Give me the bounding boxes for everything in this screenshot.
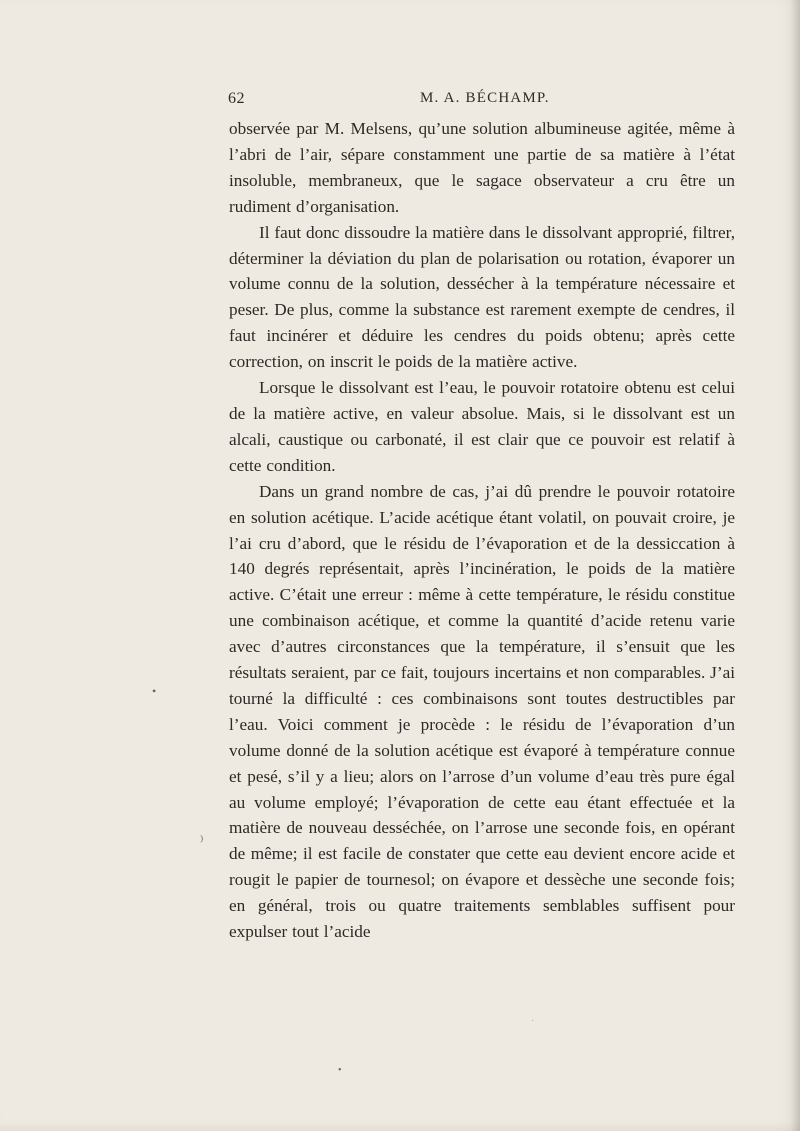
paper-speck: • xyxy=(338,1065,342,1076)
paragraph: Lorsque le dissolvant est l’eau, le pouvoir rotatoire obtenu est celui de la matière active, en valeur absolue. Mais, si le dissolvant est un alcali, caustique ou carbonaté, il est clair que ce pouvoir est relatif à cette condition. xyxy=(229,378,735,475)
paper-speck: ⁾ xyxy=(200,835,204,850)
page-header xyxy=(228,90,733,114)
paper-speck: · xyxy=(531,1016,535,1027)
running-head: M. A. BÉCHAMP. xyxy=(420,90,550,106)
paragraph: Il faut donc dissoudre la matière dans le dissolvant approprié, filtrer, déterminer la déviation du plan de polarisation ou rotation, évaporer un volume connu de la solution, dessécher à la température nécessaire et peser. De plus, comme la substance est rarement exempte de cendres, il faut incinérer et déduire les cendres du poids obtenu; après cette correction, on inscrit le poids de la matière active. xyxy=(229,222,735,372)
body-text xyxy=(229,116,735,945)
paragraph: observée par M. Melsens, qu’une solution albumineuse agitée, même à l’abri de l’air, sépare constamment une partie de sa matière à l’état insoluble, membraneux, que le sagace observateur a cru être un rudiment d’organisation. xyxy=(229,119,735,216)
page-number: 62 xyxy=(228,90,245,107)
paper-speck: • xyxy=(152,684,157,698)
paragraph: Dans un grand nombre de cas, j’ai dû prendre le pouvoir rotatoire en solution acétique. L’acide acétique étant volatil, on pouvait croire, je l’ai cru d’abord, que le résidu de l’évaporation et de la dessiccation à 140 degrés représentait, après l’incinération, le poids de la matière active. C’était une erreur : même à cette température, le résidu constitue une combinaison acétique, et comme la quantité d’acide retenu varie avec d’autres circonstances que la température, il s’ensuit que les résultats seraient, par ce fait, toujours incertains et non comparables. J’ai tourné la difficulté : ces combinaisons sont toutes destructibles par l’eau. Voici comment je procède : le résidu de l’évaporation d’un volume donné de la solution acétique est évaporé à température connue et pesé, s’il y a lieu; alors on l’arrose d’un volume d’eau très pure égal au volume employé; l’évaporation de cette eau étant effectuée et la matière de nouveau desséchée, on l’arrose une seconde fois, en opérant de même; il est facile de constater que cette eau devient encore acide et rougit le papier de tournesol; on évapore et dessèche une seconde fois; en général, trois ou quatre traitements semblables suffisent pour expulser tout l’acide xyxy=(229,481,735,942)
page-edge-shadow xyxy=(790,0,800,1131)
